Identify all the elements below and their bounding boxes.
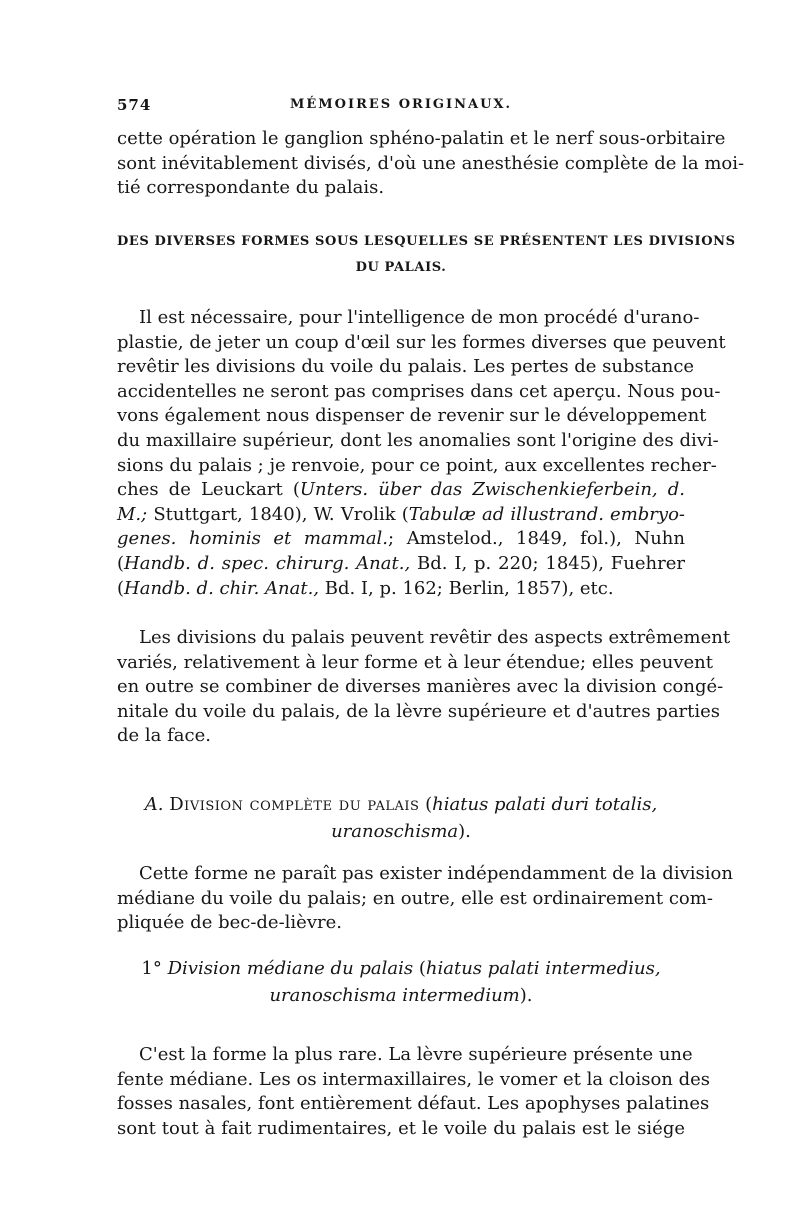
text-line: revêtir les divisions du voile du palais. Les pertes de substance <box>117 356 695 378</box>
section-heading <box>117 229 736 281</box>
intro-paragraph <box>117 127 745 201</box>
text-run: ches de Leuckart ( <box>117 479 300 501</box>
running-title: MÉMOIRES ORIGINAUX. <box>289 97 513 112</box>
citation-title: M.; <box>117 503 148 525</box>
text-line <box>117 503 685 528</box>
text-run: ( <box>117 577 125 599</box>
text-line: du maxillaire supérieur, dont les anomalies sont l'origine des divi- <box>117 429 719 451</box>
subsection-heading-line <box>117 818 685 845</box>
text-line: plastie, de jeter un coup d'œil sur les formes diverses que peuvent <box>117 331 726 353</box>
text-line: médiane du voile du palais; en outre, elle est ordinairement com- <box>117 887 713 909</box>
text-line: variés, relativement à leur forme et à leur étendue; elles peuvent <box>117 651 714 673</box>
text-line: sions du palais ; je renvoie, pour ce point, aux excellentes recher- <box>117 454 717 476</box>
subsection-title: Division complète du palais <box>169 794 420 815</box>
text-line: fosses nasales, font entièrement défaut. Les apophyses palatines <box>117 1093 710 1115</box>
text-run: Bd. I, p. 162; Berlin, 1857), etc. <box>319 577 614 599</box>
text-line: pliquée de bec-de-lièvre. <box>117 912 342 934</box>
text-line <box>117 527 685 552</box>
subsection-heading-line <box>117 982 685 1009</box>
subsection-number: 1° <box>141 958 162 979</box>
text-run: Bd. I, p. 220; 1845), Fuehrer <box>410 552 685 574</box>
text-run: Stuttgart, 1840), W. Vrolik ( <box>147 503 409 525</box>
text-line: C'est la forme la plus rare. La lèvre supérieure présente une <box>139 1044 693 1065</box>
text-line: Cette forme ne paraît pas exister indépendamment de la division <box>139 863 733 884</box>
latin-term: hiatus palati intermedius, <box>425 958 661 979</box>
text-run: ( <box>117 552 125 574</box>
citation-title: Handb. d. chir. Anat., <box>124 577 320 599</box>
text-line: sont inévitablement divisés, d'où une anesthésie complète de la moi- <box>117 152 745 174</box>
text-line: tié correspondante du palais. <box>117 177 385 199</box>
text-line: cette opération le ganglion sphéno-palatin et le nerf sous-orbitaire <box>117 128 726 149</box>
text-run: ). <box>519 985 533 1006</box>
latin-term: uranoschisma <box>331 821 459 842</box>
subsection-letter: A. <box>144 794 164 815</box>
text-run: ). <box>458 821 471 842</box>
citation-title: Unters. über das Zwischenkieferbein, d. <box>299 479 686 501</box>
paragraph-forms <box>117 306 726 601</box>
text-line <box>117 552 685 577</box>
paragraph-variations <box>117 626 731 749</box>
text-line <box>117 577 685 602</box>
latin-term: uranoschisma intermedium <box>269 985 520 1006</box>
section-heading-line: DES DIVERSES FORMES SOUS LESQUELLES SE PRÉSENTENT LES DIVISIONS <box>117 234 736 249</box>
text-line: vons également nous dispenser de revenir sur le développement <box>117 405 707 427</box>
subsection-heading-line <box>117 955 685 982</box>
text-run: ( <box>413 958 426 979</box>
citation-title: genes. hominis et mammal. <box>117 528 389 550</box>
paragraph-median-division <box>117 1043 711 1141</box>
subsection-title: Division médiane du palais <box>167 958 414 979</box>
subsection-heading-line <box>117 791 685 818</box>
page-number: 574 <box>117 96 152 114</box>
text-line: en outre se combiner de diverses manières avec la division congé- <box>117 676 724 698</box>
citation-title: Handb. d. spec. chirurg. Anat., <box>124 552 411 574</box>
text-line <box>117 478 685 503</box>
latin-term: hiatus palati duri totalis, <box>432 794 658 815</box>
running-head <box>117 96 685 118</box>
text-line: fente médiane. Les os intermaxillaires, le vomer et la cloison des <box>117 1068 711 1090</box>
text-line: sont tout à fait rudimentaires, et le voile du palais est le siége <box>117 1117 685 1139</box>
citation-title: Tabulæ ad illustrand. embryo- <box>408 503 685 525</box>
text-line: Il est nécessaire, pour l'intelligence de mon procédé d'urano- <box>139 307 700 328</box>
section-heading-line: DU PALAIS. <box>355 260 447 275</box>
text-line: Les divisions du palais peuvent revêtir des aspects extrêmement <box>139 627 731 648</box>
subsection-heading-a <box>117 791 685 845</box>
text-run: ; Amstelod., 1849, fol.), Nuhn <box>388 528 685 550</box>
text-line: accidentelles ne seront pas comprises dans cet aperçu. Nous pou- <box>117 380 721 402</box>
text-line: de la face. <box>117 725 211 747</box>
text-line: nitale du voile du palais, de la lèvre supérieure et d'autres parties <box>117 700 721 722</box>
text-run: ( <box>419 794 433 815</box>
paragraph-complete-division <box>117 862 733 936</box>
subsection-heading-1 <box>117 955 685 1009</box>
